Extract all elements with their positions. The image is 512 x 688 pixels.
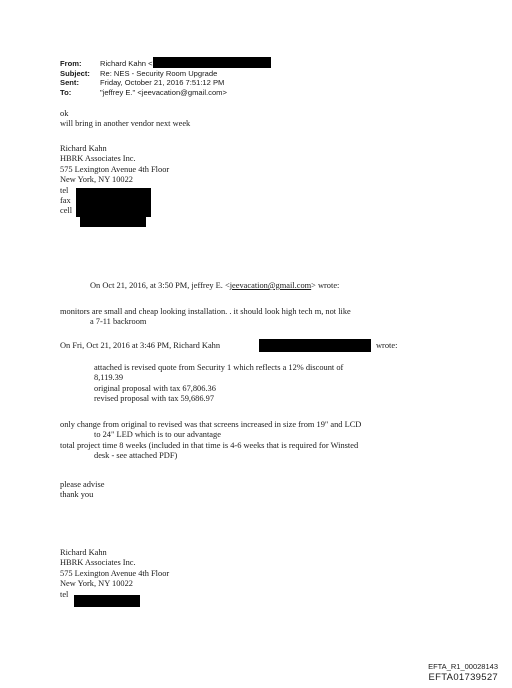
reply-line: will bring in another vendor next week [60,119,191,129]
email-link[interactable]: jeevacation@gmail.com [229,281,312,290]
quote-body [60,307,351,328]
quote-line: thank you [60,490,94,500]
sent-value: Friday, October 21, 2016 7:51:12 PM [100,78,225,88]
signature-block [60,548,169,600]
quote-line: attached is revised quote from Security 1 which reflects a 12% discount of [94,363,344,372]
signature-address: 575 Lexington Avenue 4th Floor [60,568,170,578]
to-value: "jeffrey E." <jeevacation@gmail.com> [100,87,227,97]
quote-line: total project time 8 weeks (included in that time is 4-6 weeks that is required for Winsted [60,440,359,450]
sent-label: Sent: [60,78,79,88]
email-header [60,59,271,97]
from-label: From: [60,59,82,68]
from-row [60,59,271,69]
quote-line: only change from original to revised was that screens increased in size from 19" and LCD [60,420,362,429]
quote-line: to 24" LED which is to our advantage [94,430,221,440]
quote-paragraph [94,363,343,405]
quote-intro-text: On Fri, Oct 21, 2016 at 3:46 PM, Richard Kahn [60,341,221,350]
quote-line: please advise [60,480,105,489]
signature-name: Richard Kahn [60,548,107,557]
sent-row [60,78,271,88]
quote-intro [60,341,220,351]
quote-line: a 7-11 backroom [90,317,147,327]
redaction-box [74,595,140,607]
redaction-box [80,215,146,227]
reply-body [60,109,190,130]
quote-line: monitors are small and cheap looking installation. . it should look high tech m, not like [60,307,351,316]
quote-paragraph [60,480,104,501]
to-row [60,88,271,98]
signature-fax: fax [60,196,71,206]
signature-address: New York, NY 10022 [60,579,133,589]
quote-intro [90,281,339,291]
subject-row [60,69,271,79]
signature-tel: tel [60,589,69,599]
quote-intro-text: On Oct 21, 2016, at 3:50 PM, jeffrey E. < [90,281,230,290]
quote-line: desk - see attached PDF) [94,451,178,461]
subject-value: Re: NES - Security Room Upgrade [100,68,218,78]
signature-cell: cell [60,206,73,216]
from-value: Richard Kahn < [100,59,153,68]
signature-company: HBRK Associates Inc. [60,154,136,164]
redaction-box [153,57,271,68]
signature-company: HBRK Associates Inc. [60,558,136,568]
quote-intro-text: wrote: [376,341,398,350]
bates-number: EFTA01739527 [428,672,498,683]
signature-address: 575 Lexington Avenue 4th Floor [60,164,170,174]
quote-intro-text: > wrote: [311,281,340,290]
signature-tel: tel [60,185,69,195]
to-label: To: [60,87,72,97]
signature-address: New York, NY 10022 [60,175,133,185]
reply-line: ok [60,109,69,118]
signature-name: Richard Kahn [60,144,107,153]
subject-label: Subject: [60,68,90,78]
redaction-box [259,339,371,352]
redaction-box [76,188,151,217]
quote-line: 8,119.39 [94,373,124,383]
quote-line: revised proposal with tax 59,686.97 [94,394,215,404]
quote-paragraph [60,420,361,462]
quote-line: original proposal with tax 67,806.36 [94,383,216,393]
bates-number: EFTA_R1_00028143 [428,662,498,671]
